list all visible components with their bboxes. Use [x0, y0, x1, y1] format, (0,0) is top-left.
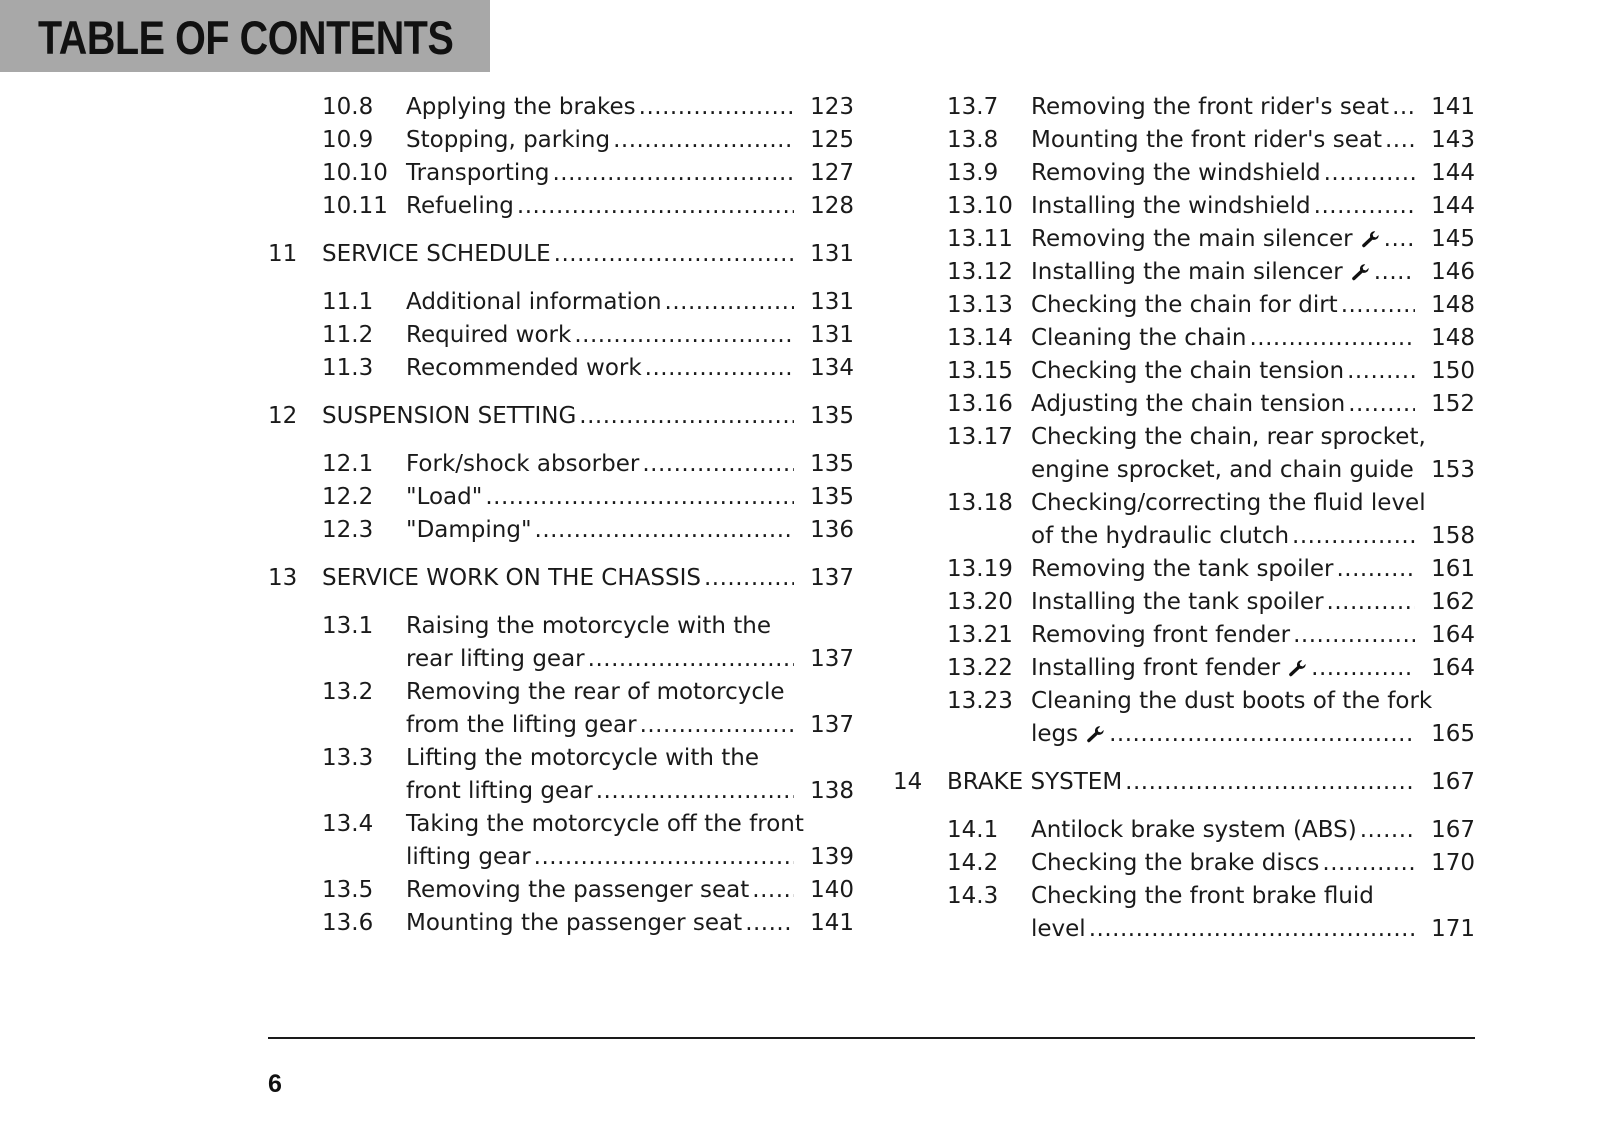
entry-title-row: [406, 643, 854, 676]
page-ref: 138: [810, 778, 854, 804]
dot-leader: [1125, 766, 1415, 799]
dot-leader: [639, 91, 794, 124]
toc-chapter-entry[interactable]: [268, 400, 854, 433]
entry-title-line: Raising the motorcycle with the: [406, 613, 772, 639]
entry-title: Transporting: [406, 160, 550, 186]
dot-leader: [1327, 586, 1415, 619]
entry-title-row: [322, 238, 854, 271]
page-ref: 136: [810, 517, 854, 543]
entry-title-row: [406, 91, 854, 124]
toc-entry[interactable]: [893, 322, 1475, 355]
toc-entry[interactable]: [893, 487, 1475, 553]
page-ref: 127: [810, 160, 854, 186]
entry-number: 13.22: [947, 655, 1013, 681]
dot-leader: [1311, 652, 1415, 685]
entry-title: Removing the tank spoiler: [1031, 556, 1334, 582]
page-ref: 144: [1431, 160, 1475, 186]
entry-title: Recommended work: [406, 355, 642, 381]
entry-title: front lifting gear: [406, 778, 593, 804]
page-ref: 153: [1431, 457, 1475, 483]
entry-title-row: [1031, 847, 1475, 880]
page-ref: 152: [1431, 391, 1475, 417]
toc-entry[interactable]: [268, 448, 854, 481]
entry-title: Adjusting the chain tension: [1031, 391, 1346, 417]
entry-title: BRAKE SYSTEM: [947, 769, 1123, 795]
page-ref: 139: [810, 844, 854, 870]
wrench-icon: [1351, 256, 1371, 289]
entry-number: 13.1: [322, 613, 374, 639]
page-ref: 125: [810, 127, 854, 153]
entry-number: 13.7: [947, 94, 999, 120]
entry-title: engine sprocket, and chain guide: [1031, 457, 1414, 483]
entry-title: Checking the chain tension: [1031, 358, 1345, 384]
entry-number: 13.12: [947, 259, 1013, 285]
entry-title-row: [1031, 355, 1475, 388]
toc-entry[interactable]: [268, 874, 854, 907]
footer-divider: [268, 1037, 1475, 1039]
dot-leader: [1322, 847, 1415, 880]
dot-leader: [1348, 388, 1415, 421]
page-ref: 135: [810, 484, 854, 510]
entry-number: 13.15: [947, 358, 1013, 384]
entry-title-row: [406, 448, 854, 481]
page-ref: 131: [810, 241, 854, 267]
entry-number: 12.2: [322, 484, 374, 510]
entry-title: SERVICE SCHEDULE: [322, 241, 551, 267]
entry-number: 13.18: [947, 490, 1013, 516]
toc-column-left: [268, 91, 854, 940]
entry-title-row: [1031, 652, 1475, 685]
entry-body: [322, 238, 854, 271]
entry-title: SERVICE WORK ON THE CHASSIS: [322, 565, 701, 591]
entry-title-row: [406, 481, 854, 514]
entry-title-row: [406, 190, 854, 223]
dot-leader: [517, 190, 794, 223]
entry-number: 13.21: [947, 622, 1013, 648]
toc-entry[interactable]: [893, 814, 1475, 847]
entry-body: [406, 676, 854, 742]
page-ref: 123: [810, 94, 854, 120]
entry-number: 13.17: [947, 424, 1013, 450]
toc-entry[interactable]: [268, 514, 854, 547]
toc-entry[interactable]: [268, 676, 854, 742]
entry-title: lifting gear: [406, 844, 531, 870]
entry-title: level: [1031, 916, 1086, 942]
entry-body: [406, 514, 854, 547]
toc-chapter-entry[interactable]: [268, 562, 854, 595]
page-ref: 146: [1431, 259, 1475, 285]
entry-title-row: [1031, 223, 1475, 256]
entry-title-row: [1031, 553, 1475, 586]
entry-number: 13.14: [947, 325, 1013, 351]
entry-number: 13.20: [947, 589, 1013, 615]
entry-number: 10.11: [322, 193, 388, 219]
page-ref: 135: [810, 403, 854, 429]
page-ref: 158: [1431, 523, 1475, 549]
entry-number: 13.4: [322, 811, 374, 837]
dot-leader: [1384, 223, 1415, 256]
entry-body: [406, 319, 854, 352]
dot-leader: [1336, 553, 1415, 586]
entry-title-row: [322, 562, 854, 595]
entry-title: Installing the main silencer: [1031, 259, 1343, 285]
entry-body: [1031, 586, 1475, 619]
dot-leader: [642, 448, 794, 481]
page-ref: 131: [810, 322, 854, 348]
toc-entry[interactable]: [893, 652, 1475, 685]
entry-title-row: [1031, 124, 1475, 157]
dot-leader: [1292, 520, 1415, 553]
entry-number: 14.3: [947, 883, 999, 909]
page-ref: 141: [1431, 94, 1475, 120]
entry-number: 10.8: [322, 94, 374, 120]
entry-number: 13.6: [322, 910, 374, 936]
page-ref: 135: [810, 451, 854, 477]
page-ref: 164: [1431, 655, 1475, 681]
entry-title: Fork/shock absorber: [406, 451, 640, 477]
entry-number: 14.2: [947, 850, 999, 876]
dot-leader: [640, 709, 794, 742]
entry-number: 12.1: [322, 451, 374, 477]
entry-body: [1031, 157, 1475, 190]
entry-title-row: [1031, 718, 1475, 751]
entry-number: 12: [268, 403, 298, 429]
dot-leader: [588, 643, 794, 676]
entry-title-row: [1031, 289, 1475, 322]
entry-body: [406, 286, 854, 319]
page-title: TABLE OF CONTENTS: [38, 11, 454, 64]
entry-number: 13.3: [322, 745, 374, 771]
toc-entry[interactable]: [268, 352, 854, 385]
entry-body: [322, 562, 854, 595]
entry-title-row: [1031, 256, 1475, 289]
entry-title: rear lifting gear: [406, 646, 585, 672]
entry-title: from the lifting gear: [406, 712, 637, 738]
entry-body: [1031, 847, 1475, 880]
entry-number: 10.10: [322, 160, 388, 186]
entry-body: [1031, 880, 1475, 946]
entry-number: 11: [268, 241, 298, 267]
dot-leader: [579, 400, 794, 433]
entry-body: [406, 808, 854, 874]
toc-chapter-entry[interactable]: [268, 238, 854, 271]
toc-entry[interactable]: [268, 286, 854, 319]
entry-number: 13.11: [947, 226, 1013, 252]
entry-title-row: [406, 286, 854, 319]
entry-body: [1031, 487, 1475, 553]
dot-leader: [1089, 913, 1415, 946]
page-ref: 148: [1431, 325, 1475, 351]
entry-title-row: [1031, 814, 1475, 847]
page-ref: 171: [1431, 916, 1475, 942]
entry-body: [1031, 289, 1475, 322]
entry-number: 13.2: [322, 679, 374, 705]
entry-number: 13.9: [947, 160, 999, 186]
entry-title-row: [406, 319, 854, 352]
toc-entry[interactable]: [893, 388, 1475, 421]
entry-title: "Load": [406, 484, 483, 510]
page-ref: 150: [1431, 358, 1475, 384]
entry-body: [1031, 190, 1475, 223]
entry-title-row: [1031, 157, 1475, 190]
entry-title: "Damping": [406, 517, 532, 543]
entry-title: Installing front fender: [1031, 655, 1281, 681]
entry-body: [406, 91, 854, 124]
entry-number: 10.9: [322, 127, 374, 153]
entry-body: [1031, 124, 1475, 157]
dot-leader: [485, 481, 794, 514]
entry-body: [406, 190, 854, 223]
page-ref: 137: [810, 646, 854, 672]
wrench-icon: [1361, 223, 1381, 256]
wrench-icon: [1288, 652, 1308, 685]
toc-entry[interactable]: [893, 91, 1475, 124]
entry-number: 13.13: [947, 292, 1013, 318]
toc-entry[interactable]: [893, 880, 1475, 946]
dot-leader: [665, 286, 794, 319]
dot-leader: [553, 157, 795, 190]
toc-entry[interactable]: [893, 847, 1475, 880]
entry-title-row: [406, 157, 854, 190]
entry-title: Removing the windshield: [1031, 160, 1321, 186]
entry-title: Removing the front rider's seat: [1031, 94, 1390, 120]
toc-entry[interactable]: [893, 289, 1475, 322]
entry-title: Cleaning the chain: [1031, 325, 1247, 351]
toc-entry[interactable]: [893, 190, 1475, 223]
dot-leader: [1360, 814, 1415, 847]
entry-title: Removing the main silencer: [1031, 226, 1353, 252]
entry-title: legs: [1031, 721, 1079, 747]
entry-body: [1031, 388, 1475, 421]
dot-leader: [535, 514, 794, 547]
entry-body: [406, 157, 854, 190]
toc-entry[interactable]: [893, 157, 1475, 190]
entry-title: of the hydraulic clutch: [1031, 523, 1290, 549]
entry-title: Stopping, parking: [406, 127, 611, 153]
dot-leader: [596, 775, 794, 808]
entry-title-line: Taking the motorcycle off the front: [406, 811, 804, 837]
entry-title-row: [406, 775, 854, 808]
dot-leader: [1347, 355, 1415, 388]
entry-body: [1031, 553, 1475, 586]
page-ref: 164: [1431, 622, 1475, 648]
dot-leader: [1109, 718, 1415, 751]
toc-entry[interactable]: [268, 157, 854, 190]
toc-entry[interactable]: [268, 319, 854, 352]
entry-title-line: Checking the front brake fluid: [1031, 883, 1374, 909]
toc-entry[interactable]: [893, 223, 1475, 256]
entry-body: [1031, 685, 1475, 751]
toc-column-right: [893, 91, 1475, 946]
page-number: 6: [268, 1070, 282, 1098]
entry-title: Refueling: [406, 193, 514, 219]
toc-entry[interactable]: [893, 553, 1475, 586]
page-ref: 141: [810, 910, 854, 936]
entry-title: Removing the passenger seat: [406, 877, 750, 903]
entry-body: [1031, 91, 1475, 124]
entry-body: [1031, 421, 1475, 487]
entry-body: [1031, 814, 1475, 847]
entry-body: [1031, 322, 1475, 355]
entry-title-line: Checking the chain, rear sprocket,: [1031, 424, 1426, 450]
page-ref: 165: [1431, 721, 1475, 747]
entry-body: [406, 907, 854, 940]
entry-title: Installing the tank spoiler: [1031, 589, 1324, 615]
page-ref: 144: [1431, 193, 1475, 219]
dot-leader: [1385, 124, 1415, 157]
entry-number: 11.2: [322, 322, 374, 348]
page-ref: 162: [1431, 589, 1475, 615]
dot-leader: [1314, 190, 1415, 223]
entry-title-row: [406, 514, 854, 547]
toc-entry[interactable]: [893, 685, 1475, 751]
toc-entry[interactable]: [893, 355, 1475, 388]
entry-body: [406, 874, 854, 907]
entry-body: [1031, 619, 1475, 652]
dot-leader: [1324, 157, 1415, 190]
wrench-icon: [1086, 718, 1106, 751]
entry-title-row: [1031, 91, 1475, 124]
entry-title: Checking the brake discs: [1031, 850, 1320, 876]
dot-leader: [554, 238, 794, 271]
page-ref: 131: [810, 289, 854, 315]
toc-entry[interactable]: [893, 619, 1475, 652]
dot-leader: [1341, 289, 1415, 322]
entry-number: 11.1: [322, 289, 374, 315]
entry-body: [1031, 256, 1475, 289]
entry-title-row: [1031, 190, 1475, 223]
entry-number: 13.19: [947, 556, 1013, 582]
entry-title-row: [1031, 454, 1475, 487]
entry-title: Antilock brake system (ABS): [1031, 817, 1357, 843]
toc-entry[interactable]: [268, 481, 854, 514]
dot-leader: [645, 352, 794, 385]
entry-title-row: [406, 841, 854, 874]
page-ref: 128: [810, 193, 854, 219]
page-ref: 140: [810, 877, 854, 903]
page-ref: 145: [1431, 226, 1475, 252]
page-ref: 134: [810, 355, 854, 381]
entry-number: 12.3: [322, 517, 374, 543]
entry-title: Mounting the passenger seat: [406, 910, 743, 936]
toc-entry[interactable]: [893, 421, 1475, 487]
entry-title-row: [406, 709, 854, 742]
entry-body: [947, 766, 1475, 799]
page-ref: 161: [1431, 556, 1475, 582]
toc-entry[interactable]: [268, 124, 854, 157]
entry-title: Mounting the front rider's seat: [1031, 127, 1382, 153]
toc-entry[interactable]: [893, 586, 1475, 619]
toc-entry[interactable]: [268, 610, 854, 676]
entry-title: Installing the windshield: [1031, 193, 1311, 219]
entry-title-row: [1031, 388, 1475, 421]
entry-body: [406, 352, 854, 385]
toc-entry[interactable]: [268, 190, 854, 223]
entry-body: [406, 448, 854, 481]
entry-title-line: Removing the rear of motorcycle: [406, 679, 785, 705]
toc-entry[interactable]: [268, 808, 854, 874]
dot-leader: [613, 124, 794, 157]
toc-chapter-entry[interactable]: [893, 766, 1475, 799]
page-ref: 137: [810, 712, 854, 738]
toc-entry[interactable]: [268, 91, 854, 124]
dot-leader: [1250, 322, 1416, 355]
page-ref: 137: [810, 565, 854, 591]
entry-number: 13: [268, 565, 298, 591]
entry-number: 13.8: [947, 127, 999, 153]
entry-title-line: Lifting the motorcycle with the: [406, 745, 759, 771]
entry-number: 14: [893, 769, 923, 795]
page-ref: 143: [1431, 127, 1475, 153]
entry-title-row: [1031, 586, 1475, 619]
entry-number: 11.3: [322, 355, 374, 381]
entry-title-row: [1031, 520, 1475, 553]
page-ref: 167: [1431, 817, 1475, 843]
entry-title: Applying the brakes: [406, 94, 636, 120]
dot-leader: [1392, 91, 1415, 124]
page-ref: 148: [1431, 292, 1475, 318]
entry-title-row: [406, 124, 854, 157]
dot-leader: [534, 841, 794, 874]
dot-leader: [1374, 256, 1415, 289]
dot-leader: [704, 562, 794, 595]
page-ref: 170: [1431, 850, 1475, 876]
entry-title-line: Checking/correcting the fluid level: [1031, 490, 1426, 516]
dot-leader: [752, 874, 794, 907]
entry-title-row: [322, 400, 854, 433]
entry-body: [322, 400, 854, 433]
entry-title-line: Cleaning the dust boots of the fork: [1031, 688, 1433, 714]
entry-number: 13.5: [322, 877, 374, 903]
page-ref: 167: [1431, 769, 1475, 795]
dot-leader: [574, 319, 794, 352]
entry-title-row: [947, 766, 1475, 799]
entry-title: Checking the chain for dirt: [1031, 292, 1338, 318]
entry-title-row: [1031, 619, 1475, 652]
dot-leader: [745, 907, 794, 940]
entry-body: [1031, 223, 1475, 256]
entry-title: Required work: [406, 322, 572, 348]
entry-title: SUSPENSION SETTING: [322, 403, 577, 429]
entry-title-row: [406, 352, 854, 385]
entry-number: 13.23: [947, 688, 1013, 714]
entry-body: [406, 124, 854, 157]
entry-number: 13.16: [947, 391, 1013, 417]
entry-title: Additional information: [406, 289, 662, 315]
entry-title-row: [1031, 913, 1475, 946]
entry-body: [1031, 652, 1475, 685]
entry-body: [406, 610, 854, 676]
entry-title-row: [406, 907, 854, 940]
entry-body: [406, 742, 854, 808]
entry-title: Removing front fender: [1031, 622, 1291, 648]
entry-body: [406, 481, 854, 514]
dot-leader: [1293, 619, 1415, 652]
entry-title-row: [406, 874, 854, 907]
toc-entry[interactable]: [893, 256, 1475, 289]
toc-entry[interactable]: [893, 124, 1475, 157]
entry-body: [1031, 355, 1475, 388]
toc-entry[interactable]: [268, 742, 854, 808]
entry-title-row: [1031, 322, 1475, 355]
entry-number: 14.1: [947, 817, 999, 843]
header-banner: [0, 0, 490, 72]
entry-number: 13.10: [947, 193, 1013, 219]
toc-entry[interactable]: [268, 907, 854, 940]
